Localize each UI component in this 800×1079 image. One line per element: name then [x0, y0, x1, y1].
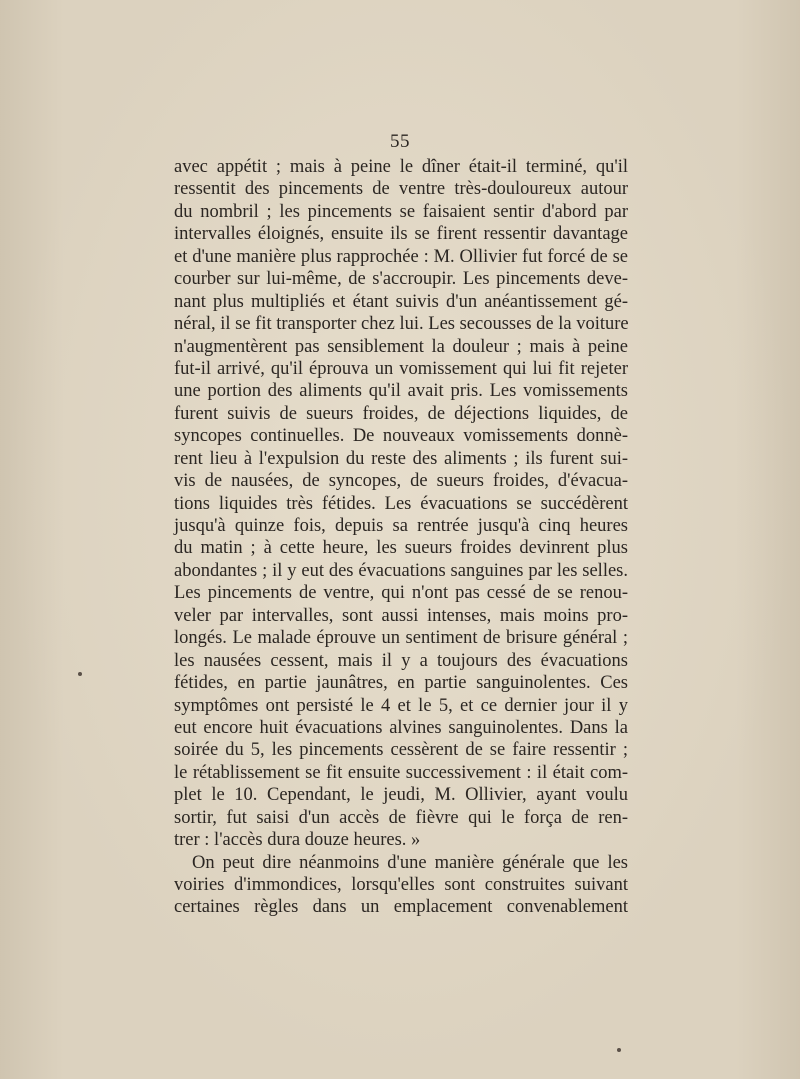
text-line: Les pincements de ventre, qui n'ont pas cessé de se renou- [174, 583, 628, 604]
page-number: 55 [390, 131, 410, 152]
text-line: rent lieu à l'expulsion du reste des aliments ; ils furent sui- [174, 448, 628, 469]
text-line: intervalles éloignés, ensuite ils se firent ressentir davantage [174, 224, 628, 245]
text-line: fut-il arrivé, qu'il éprouva un vomissement qui lui fit rejeter [174, 358, 628, 379]
text-line: les nausées cessent, mais il y a toujours des évacuations [174, 650, 628, 671]
text-line: courber sur lui-même, de s'accroupir. Les pincements deve- [174, 269, 628, 290]
text-line: syncopes continuelles. De nouveaux vomissements donnè- [174, 426, 628, 447]
paragraph-end-line: trer : l'accès dura douze heures. » [174, 830, 421, 851]
text-line: eut encore huit évacuations alvines sanguinolentes. Dans la [174, 717, 628, 738]
text-line: le rétablissement se fit ensuite successivement : il était com- [174, 762, 628, 783]
text-line: sortir, fut saisi d'un accès de fièvre qui le força de ren- [174, 807, 628, 828]
text-line: veler par intervalles, sont aussi intenses, mais moins pro- [174, 605, 628, 626]
text-line: furent suivis de sueurs froides, de déjections liquides, de [174, 403, 628, 424]
text-line: longés. Le malade éprouve un sentiment de brisure général ; [174, 628, 628, 649]
text-line: fétides, en partie jaunâtres, en partie sanguinolentes. Ces [174, 673, 628, 694]
paper-speck [617, 1048, 621, 1052]
text-line: du matin ; à cette heure, les sueurs froides devinrent plus [174, 538, 628, 559]
text-line: ressentit des pincements de ventre très-douloureux autour [174, 179, 628, 200]
text-line: du nombril ; les pincements se faisaient sentir d'abord par [174, 201, 628, 222]
text-line: tions liquides très fétides. Les évacuations se succédèrent [174, 493, 628, 514]
text-line: voiries d'immondices, lorsqu'elles sont construites suivant [174, 875, 628, 895]
text-line: certaines règles dans un emplacement convenablement [174, 897, 628, 918]
body-text [174, 156, 628, 919]
text-line: symptômes ont persisté le 4 et le 5, et ce dernier jour il y [174, 695, 628, 716]
paragraph-start-line: On peut dire néanmoins d'une manière générale que les [192, 852, 628, 873]
text-line: et d'une manière plus rapprochée : M. Ollivier fut forcé de se [174, 246, 628, 267]
text-line: vis de nausées, de syncopes, de sueurs froides, d'évacua- [174, 471, 628, 492]
text-line: abondantes ; il y eut des évacuations sanguines par les selles. [174, 560, 628, 581]
text-line: n'augmentèrent pas sensiblement la douleur ; mais à peine [174, 336, 628, 357]
text-line: jusqu'à quinze fois, depuis sa rentrée jusqu'à cinq heures [174, 516, 628, 536]
paper-speck [78, 672, 82, 676]
text-line: néral, il se fit transporter chez lui. Les secousses de la voiture [174, 314, 629, 335]
text-line: plet le 10. Cependant, le jeudi, M. Ollivier, ayant voulu [174, 785, 628, 806]
text-line: avec appétit ; mais à peine le dîner était-il terminé, qu'il [174, 157, 628, 177]
text-line: soirée du 5, les pincements cessèrent de se faire ressentir ; [174, 740, 628, 761]
text-line: nant plus multipliés et étant suivis d'un anéantissement gé- [174, 291, 628, 312]
text-line: une portion des aliments qu'il avait pris. Les vomissements [174, 381, 628, 402]
